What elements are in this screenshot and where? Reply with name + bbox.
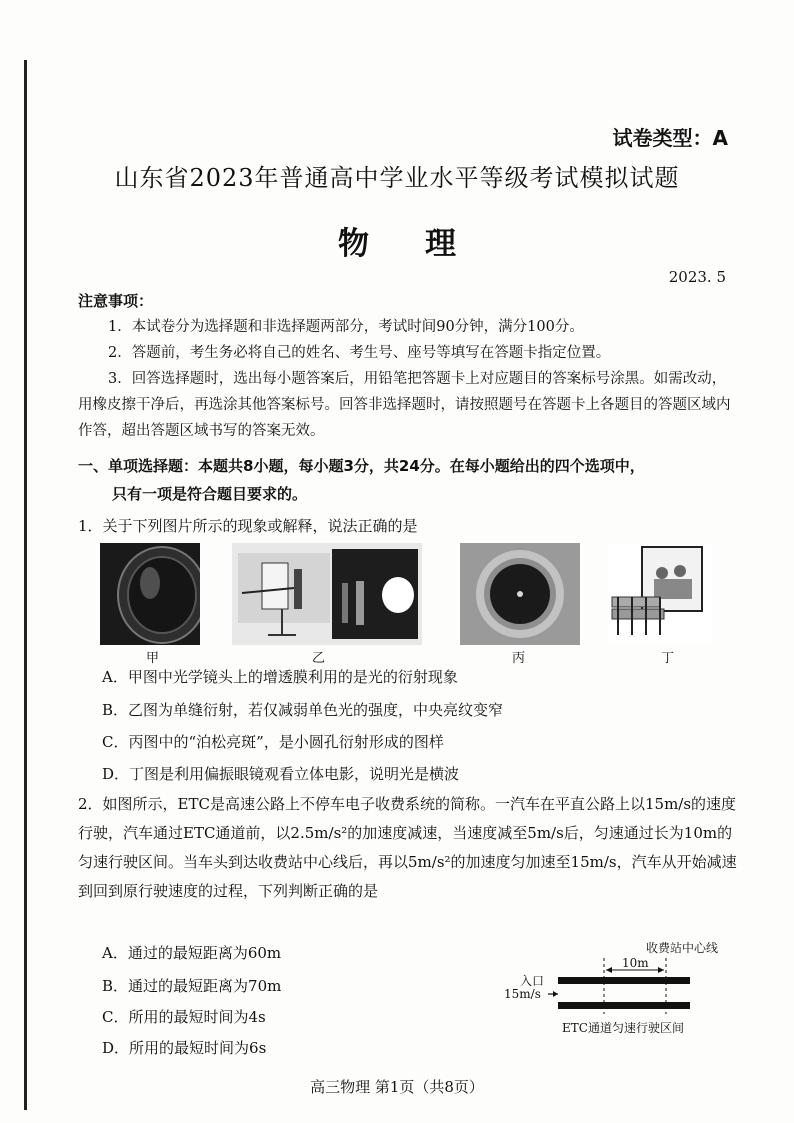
section-1-line-2: 只有一项是符合题目要求的。 [112, 485, 308, 503]
caption-ding: 丁 [661, 651, 675, 666]
section-1-heading [78, 452, 738, 508]
caption-bing: 丙 [512, 651, 526, 666]
notice-item-1: 1．本试卷分为选择题和非选择题两部分，考试时间90分钟，满分100分。 [108, 319, 584, 335]
etc-zone-label: ETC通道匀速行驶区间 [562, 1021, 684, 1035]
caption-jia: 甲 [146, 651, 160, 666]
notice-item-3: 3．回答选择题时，选出每小题答案后，用铅笔把答题卡上对应题目的答案标号涂黑。如需改动，用橡皮擦干净后，再选涂其他答案标号。回答非选择题时，请按照题号在答题卡上各题目的答题区域内作答，超出答题区域书写的答案无效。 [78, 371, 731, 439]
subject-char-2: 理 [425, 226, 456, 262]
figure-yi-slit-diffraction [232, 543, 422, 645]
caption-yi: 乙 [312, 651, 326, 666]
q1-option-a: A．甲图中光学镜头上的增透膜利用的是光的衍射现象 [102, 668, 458, 686]
subject-title [0, 218, 794, 263]
q2-option-c: C．所用的最短时间为4s [102, 1008, 266, 1026]
exam-date: 2023. 5 [668, 268, 726, 286]
page-footer: 高三物理 第1页（共8页） [310, 1078, 484, 1096]
exam-title: 山东省2023年普通高中学业水平等级考试模拟试题 [114, 164, 680, 192]
etc-length-label: 10m [622, 956, 649, 970]
figure-etc-lane [500, 936, 740, 1042]
figure-ding-3d-movie [608, 543, 712, 645]
etc-center-line-label: 收费站中心线 [646, 941, 719, 955]
etc-speed-label: 15m/s [504, 987, 541, 1001]
question-2-stem: 2．如图所示，ETC是高速公路上不停车电子收费系统的简称。一汽车在平直公路上以15m/s的速度行驶，汽车通过ETC通道前，以2.5m/s²的加速度减速，当速度减至5m/s后，匀速通过长为10m的匀速行驶区间。当车头到达收费站中心线后，再以5m/s²的加速度匀加速至15m/s，汽车从开始减速到回到原行驶速度的过程，下列判断正确的是 [78, 795, 737, 900]
q1-option-b: B．乙图为单缝衍射，若仅减弱单色光的强度，中央亮纹变窄 [102, 701, 504, 719]
q1-option-c: C．丙图中的“泊松亮斑”，是小圆孔衍射形成的图样 [102, 733, 444, 751]
etc-entrance-label: 入口 [520, 974, 545, 988]
paper-type: 试卷类型：A [612, 126, 728, 150]
figure-bing-poisson-spot [460, 543, 580, 645]
q1-option-d: D．丁图是利用偏振眼镜观看立体电影，说明光是横波 [102, 765, 460, 783]
figure-jia-lens [100, 543, 200, 645]
section-1-line-1: 一、单项选择题：本题共8小题，每小题3分，共24分。在每小题给出的四个选项中， [78, 457, 645, 475]
notice-heading: 注意事项： [78, 292, 154, 310]
question-1-stem: 1．关于下列图片所示的现象或解释，说法正确的是 [78, 517, 418, 535]
q2-option-d: D．所用的最短时间为6s [102, 1039, 267, 1057]
subject-char-1: 物 [338, 226, 369, 262]
notice-item-2: 2．答题前，考生务必将自己的姓名、考生号、座号等填写在答题卡指定位置。 [108, 345, 611, 361]
q2-option-b: B．通过的最短距离为70m [102, 977, 282, 995]
q2-option-a: A．通过的最短距离为60m [102, 944, 282, 962]
